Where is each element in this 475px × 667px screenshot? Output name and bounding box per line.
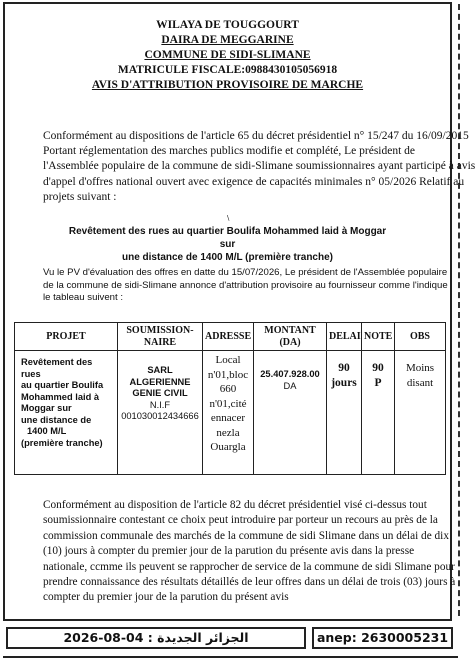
column-divider <box>458 4 460 616</box>
currency-label: DA <box>283 380 297 391</box>
commune-line: COMMUNE DE SIDI-SLIMANE <box>144 49 311 61</box>
intro-line: l'Assemblée populaire de la commune de sidi-Slimane soumissionnaires ayant participé à avis <box>43 160 475 173</box>
cell-adresse <box>203 351 254 475</box>
evaluation-line: Vu le PV d'évaluation des offres en datte du 15/07/2026, Le président de l'Assemblée populaire <box>43 267 448 278</box>
intro-line: Portant réglementation des marches publics modifie et complété, Le président de <box>43 145 416 158</box>
company-name-line: SARL <box>147 365 173 375</box>
cell-soumissionnaire <box>118 351 203 475</box>
anep-reference-box: anep: 2630005231 <box>312 627 453 649</box>
obs-line: disant <box>406 376 434 389</box>
intro-paragraph <box>43 129 475 205</box>
cell-delai <box>327 351 362 475</box>
publication-date-box: 2026-08-04 : الجزائر الجديدة <box>6 627 306 649</box>
delay-value: 90 <box>338 362 350 374</box>
col-header-montant <box>254 323 327 351</box>
company-name-line: ALGERIENNE <box>129 376 191 387</box>
subject-line: Revêtement des rues au quartier Boulifa Mohammed laid à Moggar sur <box>68 226 387 250</box>
company-name-line: GENIE CIVIL <box>132 388 188 398</box>
tax-id-line: MATRICULE FISCALE:0988430105056918 <box>117 64 338 76</box>
note-value: 90 <box>372 362 384 374</box>
notice-title: AVIS D'ATTRIBUTION PROVISOIRE DE MARCHE <box>91 79 364 91</box>
nif-label: N.I.F <box>149 399 171 410</box>
cell-line: (première tranche) <box>21 437 103 448</box>
closing-paragraph <box>43 498 456 606</box>
cell-line: Revêtement des rues <box>21 357 93 379</box>
address-line: n'01,cité <box>209 397 247 410</box>
wilaya-line: WILAYA DE TOUGGOURT <box>156 19 299 31</box>
header-text: SOUMISSION- <box>126 324 194 336</box>
delay-unit: jours <box>331 376 357 389</box>
header-text: NAIRE <box>143 336 177 348</box>
cell-obs <box>395 351 446 475</box>
col-header-adresse: ADRESSE <box>203 323 254 351</box>
header-text: (DA) <box>279 336 301 348</box>
closing-line: compter du premier jour de la parution du présent avis <box>43 591 289 604</box>
intro-line: d'appel d'offres national ouvert avec exigence de capacités minimales n° 05/2026 Relatif au <box>43 175 465 188</box>
cell-line: une distance de <box>21 414 92 425</box>
intro-line: projets suivant : <box>43 190 117 203</box>
cell-line: Mohammed laid à <box>21 391 100 402</box>
nif-value: 001030012434666 <box>121 411 199 421</box>
closing-line: soumissionnaire contestant ce choix peut introduire par porteur un recours au près de la <box>43 514 438 527</box>
note-unit: P <box>374 376 382 389</box>
col-header-obs: OBS <box>395 323 446 351</box>
address-line: Local <box>215 354 241 366</box>
closing-line: prendre connaissance des résultats détaillés de leur offres dans un délai de trois (03) jours à <box>43 576 456 589</box>
stray-mark: \ <box>227 214 230 222</box>
address-line: ennacer <box>210 412 246 424</box>
closing-line: (10) jours à compter du premier jour de la parution du présente avis dans la presse <box>43 545 415 558</box>
col-header-delai: DELAI <box>327 323 362 351</box>
intro-line: Conformément au dispositions de l'article 65 du décret présidentiel n° 15/247 du 16/09/2015 <box>43 130 469 142</box>
table-header-row <box>15 323 446 351</box>
closing-line: commission communale des marchés de la commune de sidi Slimane dans un délai de dix <box>43 529 449 542</box>
col-header-soumissionnaire <box>118 323 203 351</box>
col-header-note: NOTE <box>362 323 395 351</box>
evaluation-line: le tableau suivent : <box>43 292 124 303</box>
obs-line: Moins <box>405 362 435 374</box>
award-table <box>14 322 446 475</box>
notice-header <box>0 18 455 93</box>
table-row <box>15 351 446 475</box>
address-line: 660 <box>219 383 237 395</box>
col-header-projet: PROJET <box>15 323 118 351</box>
bottom-rule <box>3 656 458 658</box>
address-line: nezla <box>216 426 240 439</box>
header-text: MONTANT <box>264 324 316 336</box>
cell-line: 1400 M/L <box>27 426 67 436</box>
cell-line: Moggar sur <box>21 403 72 413</box>
cell-note <box>362 351 395 475</box>
daira-line: DAIRA DE MEGGARINE <box>161 34 294 46</box>
closing-line: nationale, ccmme ils peuvent se rapprocher de service de la commune de sidi Slimane pour <box>43 560 455 573</box>
cell-line: au quartier Boulifa <box>21 380 104 390</box>
closing-line: Conformément au disposition de l'article 82 du décret présidentiel visé ci-dessus tout <box>43 499 427 511</box>
evaluation-line: de la commune de sidi-Slimane annonce d'attribution provisoire au fournisseur comme l'indique <box>43 279 448 291</box>
address-line: Ouargla <box>210 441 246 453</box>
subject-line: une distance de 1400 M/L (première tranche) <box>121 252 333 263</box>
project-subject <box>60 225 395 264</box>
evaluation-paragraph <box>43 267 448 305</box>
address-line: n'01,bloc <box>207 368 249 381</box>
amount-value: 25.407.928.00 <box>260 369 320 379</box>
cell-montant <box>254 351 327 475</box>
cell-projet <box>15 351 118 475</box>
